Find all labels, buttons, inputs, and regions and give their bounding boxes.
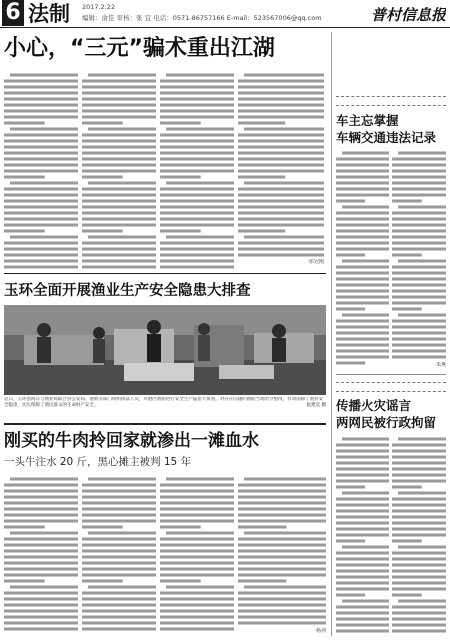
divider-right — [336, 374, 446, 375]
beef-subheadline: 一头牛注水 20 斤，黑心摊主被判 15 年 — [4, 456, 192, 468]
column-divider — [331, 32, 332, 636]
beef-body-col3 — [160, 476, 234, 636]
traffic-headline-1: 车主忘掌握 — [336, 113, 399, 128]
fishery-photo-credit: 阮建宜 摄 — [306, 403, 326, 408]
beef-body-col2 — [82, 476, 156, 636]
fishery-caption-text: 近日，玉环县海洋与渔业局联合县公安局、港航等部门组织执法人员，对港区渔船进行安全生产隐患大排查，对存在问题的渔船当场责令整改，有效消除了渔业安全隐患，切实保障了渔民群众的生命财产安全。 — [4, 397, 324, 408]
traffic-headline-2: 车辆交通违法记录 — [336, 130, 437, 145]
beef-headline: 刚买的牛肉拎回家就渗出一滩血水 — [4, 431, 259, 451]
traffic-kicker — [336, 96, 446, 106]
fishery-headline: 玉环全面开展渔业生产安全隐患大排查 — [4, 283, 251, 299]
page-number: 6 — [2, 0, 24, 26]
scam-body-col1 — [4, 72, 78, 272]
editor-line: 编辑：俞佳 审核：张 宜 电话：0571-86757166 E-mail：523567006@qq.com — [82, 14, 322, 22]
scam-author: ·张冠刚 — [307, 259, 324, 265]
page-header — [0, 0, 450, 28]
rumor-body-col2 — [392, 436, 446, 634]
rumor-kicker — [336, 382, 446, 392]
beef-author: ·杨剑 — [314, 628, 326, 634]
rumor-headline-2: 两网民被行政拘留 — [336, 415, 437, 430]
scam-body-col4 — [238, 72, 324, 258]
divider-left-1 — [4, 273, 326, 274]
issue-date: 2017.2.22 — [82, 3, 116, 11]
rumor-body-col1 — [336, 436, 389, 634]
scam-body-col3 — [160, 72, 234, 272]
scam-headline: 小心，“三元”骗术重出江湖 — [4, 36, 275, 61]
newspaper-name: 普村信息报 — [370, 6, 446, 24]
traffic-body-col1 — [336, 150, 389, 370]
rumor-headline-1: 传播火灾谣言 — [336, 398, 412, 413]
fishery-photo — [4, 305, 326, 395]
traffic-body-col2 — [392, 150, 446, 360]
scam-body-col2 — [82, 72, 156, 272]
traffic-author: ·朱燕 — [434, 362, 446, 368]
fishery-caption — [4, 397, 326, 421]
section-title: 法制 — [28, 2, 70, 26]
beef-body-col4 — [238, 476, 326, 626]
divider-left-2 — [4, 423, 326, 425]
beef-body-col1 — [4, 476, 78, 636]
